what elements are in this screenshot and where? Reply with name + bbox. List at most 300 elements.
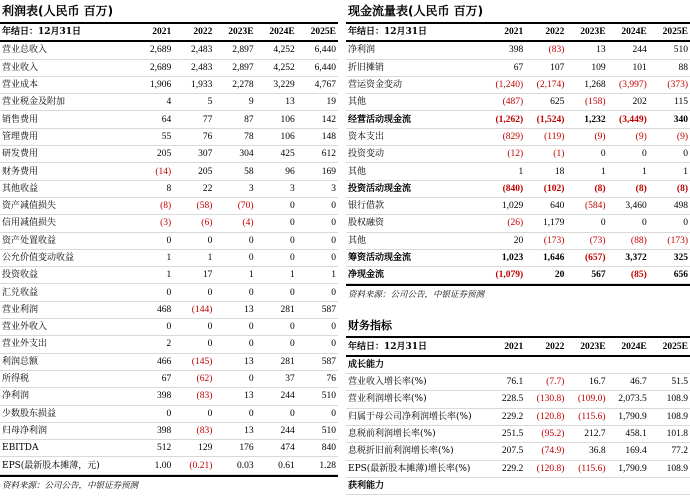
income-cell: 22 xyxy=(173,180,214,197)
income-cell: (0.21) xyxy=(173,457,214,474)
ratios-title: 财务指标 xyxy=(346,316,690,338)
income-header-cell: 年结日：12月31日 xyxy=(0,24,132,41)
income-cell: 3 xyxy=(256,180,297,197)
income-cell: 176 xyxy=(214,440,255,457)
income-row-label: 营业收入 xyxy=(0,59,132,76)
income-cell: 2,483 xyxy=(173,41,214,59)
income-cell: 13 xyxy=(256,94,297,111)
income-cell: 0 xyxy=(173,284,214,301)
ratios-row-label: 息税折旧前利润增长率(%) xyxy=(346,443,484,460)
cashflow-row xyxy=(346,111,690,128)
ratios-cell: 169.4 xyxy=(608,443,649,460)
income-cell: (8) xyxy=(132,197,173,214)
cashflow-cell: (12) xyxy=(484,146,525,163)
income-cell: 510 xyxy=(297,422,338,439)
cashflow-cell: 0 xyxy=(608,215,649,232)
income-cell: 307 xyxy=(173,146,214,163)
cashflow-row xyxy=(346,215,690,232)
cashflow-cell: 510 xyxy=(649,41,690,59)
cashflow-cell: (9) xyxy=(608,128,649,145)
cashflow-cell: (2,174) xyxy=(525,76,566,93)
income-cell: 1 xyxy=(214,267,255,284)
ratios-row-label: 营业利润增长率(%) xyxy=(346,391,484,408)
cashflow-cell: (487) xyxy=(484,94,525,111)
ratios-cell: 51.5 xyxy=(649,374,690,391)
ratios-header-cell: 2024E xyxy=(608,338,649,355)
income-cell: 17 xyxy=(173,267,214,284)
cashflow-cell: 244 xyxy=(608,41,649,59)
cashflow-cell: 1 xyxy=(566,163,607,180)
income-statement-title: 利润表(人民币 百万) xyxy=(0,0,338,24)
income-row xyxy=(0,353,338,370)
ratios-cell: 229.2 xyxy=(484,460,525,477)
cashflow-cell: (1,240) xyxy=(484,76,525,93)
income-row-label: 资产处置收益 xyxy=(0,232,132,249)
income-cell: 0 xyxy=(297,284,338,301)
income-cell: 587 xyxy=(297,301,338,318)
income-cell: (83) xyxy=(173,388,214,405)
cashflow-cell: 640 xyxy=(525,197,566,214)
income-row-label: 研发费用 xyxy=(0,146,132,163)
income-cell: 2,897 xyxy=(214,59,255,76)
ratios-row-label: EPS(最新股本摊薄)增长率(%) xyxy=(346,460,484,477)
cashflow-cell: 398 xyxy=(484,41,525,59)
cashflow-cell: (173) xyxy=(649,232,690,249)
income-cell: 474 xyxy=(256,440,297,457)
income-row xyxy=(0,457,338,474)
income-row-label: 投资收益 xyxy=(0,267,132,284)
ratios-cell: 212.7 xyxy=(566,425,607,442)
ratios-row xyxy=(346,443,690,460)
ratios-header-cell: 2025E xyxy=(649,338,690,355)
cashflow-cell: (1,524) xyxy=(525,111,566,128)
income-cell: 2,689 xyxy=(132,41,173,59)
ratios-cell: 108.9 xyxy=(649,391,690,408)
ratios-cell: (120.8) xyxy=(525,460,566,477)
income-cell: (70) xyxy=(214,197,255,214)
ratios-cell xyxy=(525,477,566,494)
cashflow-cell: (9) xyxy=(649,128,690,145)
cashflow-cell: 0 xyxy=(649,215,690,232)
cashflow-cell: (102) xyxy=(525,180,566,197)
ratios-cell: (115.6) xyxy=(566,460,607,477)
income-cell: 0 xyxy=(214,284,255,301)
income-row xyxy=(0,301,338,318)
cashflow-cell: (26) xyxy=(484,215,525,232)
income-row-label: 营业税金及附加 xyxy=(0,94,132,111)
income-cell: 0 xyxy=(132,284,173,301)
cashflow-row-label: 经营活动现金流 xyxy=(346,111,484,128)
income-cell: 0 xyxy=(132,319,173,336)
income-cell: 0 xyxy=(297,232,338,249)
ratios-header-cell: 2021 xyxy=(484,338,525,355)
income-cell: 2,278 xyxy=(214,76,255,93)
income-cell: 78 xyxy=(214,128,255,145)
income-cell: 1,933 xyxy=(173,76,214,93)
income-row-label: 所得税 xyxy=(0,370,132,387)
cashflow-header-cell: 年结日：12月31日 xyxy=(346,24,484,41)
income-cell: 0 xyxy=(297,319,338,336)
income-cell: 0 xyxy=(297,405,338,422)
income-row-label: 营业外收入 xyxy=(0,319,132,336)
cashflow-cell: 67 xyxy=(484,59,525,76)
cashflow-cell: 656 xyxy=(649,267,690,284)
income-cell: 1 xyxy=(132,267,173,284)
ratios-cell: (130.8) xyxy=(525,391,566,408)
ratios-row-label: 归属于母公司净利润增长率(%) xyxy=(346,408,484,425)
cashflow-cell: (8) xyxy=(649,180,690,197)
ratios-cell: 207.5 xyxy=(484,443,525,460)
cashflow-row-label: 其他 xyxy=(346,94,484,111)
income-row-label: 归母净利润 xyxy=(0,422,132,439)
cashflow-cell: (829) xyxy=(484,128,525,145)
cashflow-cell: (373) xyxy=(649,76,690,93)
income-header-cell: 2021 xyxy=(132,24,173,41)
income-cell: 2,483 xyxy=(173,59,214,76)
cashflow-cell: (1,262) xyxy=(484,111,525,128)
income-cell: 4 xyxy=(132,94,173,111)
income-cell: 106 xyxy=(256,128,297,145)
cashflow-cell: 109 xyxy=(566,59,607,76)
cashflow-cell: 107 xyxy=(525,59,566,76)
cashflow-cell: (584) xyxy=(566,197,607,214)
ratios-cell: 76.1 xyxy=(484,374,525,391)
income-cell: 13 xyxy=(214,353,255,370)
income-cell: 106 xyxy=(256,111,297,128)
cashflow-row xyxy=(346,94,690,111)
income-cell: 398 xyxy=(132,422,173,439)
ratios-cell: (120.8) xyxy=(525,408,566,425)
cashflow-cell: 13 xyxy=(566,41,607,59)
income-cell: 13 xyxy=(214,301,255,318)
cashflow-cell: (73) xyxy=(566,232,607,249)
income-cell: 3 xyxy=(214,180,255,197)
income-cell: 6,440 xyxy=(297,41,338,59)
income-cell: 0 xyxy=(173,405,214,422)
income-cell: 1 xyxy=(297,267,338,284)
income-cell: (58) xyxy=(173,197,214,214)
cashflow-cell: (1) xyxy=(525,146,566,163)
cashflow-row-label: 银行借款 xyxy=(346,197,484,214)
income-cell: 1.00 xyxy=(132,457,173,474)
income-cell: 244 xyxy=(256,388,297,405)
ratios-cell xyxy=(484,356,525,374)
cashflow-cell: 1,646 xyxy=(525,249,566,266)
income-cell: 1 xyxy=(256,267,297,284)
income-cell: 0 xyxy=(132,232,173,249)
income-cell: 0 xyxy=(214,336,255,353)
income-cell: (83) xyxy=(173,422,214,439)
income-cell: 0 xyxy=(256,215,297,232)
income-cell: 13 xyxy=(214,422,255,439)
income-row xyxy=(0,388,338,405)
income-header-cell: 2022 xyxy=(173,24,214,41)
income-row-label: EPS(最新股本摊薄，元) xyxy=(0,457,132,474)
ratios-cell: 108.9 xyxy=(649,460,690,477)
income-statement-panel xyxy=(0,0,338,497)
ratios-header-cell: 2023E xyxy=(566,338,607,355)
cashflow-cell: (119) xyxy=(525,128,566,145)
cashflow-cell: 325 xyxy=(649,249,690,266)
cashflow-header-row xyxy=(346,24,690,41)
cashflow-cell: 88 xyxy=(649,59,690,76)
ratios-row xyxy=(346,477,690,494)
income-cell: 0 xyxy=(173,319,214,336)
cashflow-row-label: 资本支出 xyxy=(346,128,484,145)
ratios-cell xyxy=(608,356,649,374)
ratios-cell: (95.2) xyxy=(525,425,566,442)
ratios-header-cell: 2022 xyxy=(525,338,566,355)
cashflow-cell: 1,232 xyxy=(566,111,607,128)
income-cell: 0 xyxy=(297,197,338,214)
cashflow-cell: 115 xyxy=(649,94,690,111)
cashflow-cell: (83) xyxy=(525,41,566,59)
income-cell: 1,906 xyxy=(132,76,173,93)
cashflow-cell: 625 xyxy=(525,94,566,111)
income-cell: (14) xyxy=(132,163,173,180)
cashflow-cell: 1,023 xyxy=(484,249,525,266)
income-cell: 4,252 xyxy=(256,41,297,59)
cashflow-row xyxy=(346,267,690,284)
income-cell: (144) xyxy=(173,301,214,318)
cashflow-cell: 1 xyxy=(649,163,690,180)
income-cell: 0 xyxy=(256,336,297,353)
cashflow-cell: 498 xyxy=(649,197,690,214)
income-row xyxy=(0,76,338,93)
income-row xyxy=(0,267,338,284)
income-cell: 9 xyxy=(214,94,255,111)
cashflow-cell: (657) xyxy=(566,249,607,266)
ratios-row xyxy=(346,408,690,425)
cashflow-cell: 567 xyxy=(566,267,607,284)
income-cell: 0 xyxy=(297,336,338,353)
cashflow-cell: 0 xyxy=(566,146,607,163)
ratios-cell xyxy=(608,477,649,494)
cashflow-cell: 1,179 xyxy=(525,215,566,232)
income-cell: 425 xyxy=(256,146,297,163)
income-row-label: 少数股东损益 xyxy=(0,405,132,422)
income-row xyxy=(0,41,338,59)
income-cell: 205 xyxy=(173,163,214,180)
cashflow-panel xyxy=(346,0,690,495)
income-cell: 512 xyxy=(132,440,173,457)
cashflow-cell: 0 xyxy=(608,146,649,163)
ratios-cell: 36.8 xyxy=(566,443,607,460)
cashflow-cell: 0 xyxy=(649,146,690,163)
income-cell: 0 xyxy=(297,249,338,266)
income-row xyxy=(0,370,338,387)
cashflow-cell: (840) xyxy=(484,180,525,197)
income-cell: 0 xyxy=(173,232,214,249)
income-cell: 4,252 xyxy=(256,59,297,76)
income-cell: 0 xyxy=(214,249,255,266)
income-cell: 281 xyxy=(256,353,297,370)
income-row xyxy=(0,197,338,214)
ratios-header-row xyxy=(346,338,690,355)
income-cell: 304 xyxy=(214,146,255,163)
cashflow-header-cell: 2021 xyxy=(484,24,525,41)
income-cell: 142 xyxy=(297,111,338,128)
income-row-label: 财务费用 xyxy=(0,163,132,180)
cashflow-cell: 1,268 xyxy=(566,76,607,93)
cashflow-row xyxy=(346,146,690,163)
income-cell: 0 xyxy=(214,405,255,422)
income-cell: 0 xyxy=(256,232,297,249)
income-header-cell: 2023E xyxy=(214,24,255,41)
cashflow-row-label: 营运资金变动 xyxy=(346,76,484,93)
income-cell: 8 xyxy=(132,180,173,197)
cashflow-cell: 3,372 xyxy=(608,249,649,266)
ratios-cell: (74.9) xyxy=(525,443,566,460)
cashflow-cell: (158) xyxy=(566,94,607,111)
income-header-cell: 2025E xyxy=(297,24,338,41)
income-cell: 3,229 xyxy=(256,76,297,93)
ratios-row xyxy=(346,460,690,477)
cashflow-cell: 1,029 xyxy=(484,197,525,214)
ratios-cell: 1,790.9 xyxy=(608,408,649,425)
income-row xyxy=(0,180,338,197)
ratios-cell: 1,790.9 xyxy=(608,460,649,477)
income-cell: 76 xyxy=(173,128,214,145)
cashflow-cell: (8) xyxy=(608,180,649,197)
income-cell: 2,897 xyxy=(214,41,255,59)
income-header-cell: 2024E xyxy=(256,24,297,41)
income-source-note: 资料来源：公司公告，中银证券预测 xyxy=(0,475,338,497)
ratios-cell: 101.8 xyxy=(649,425,690,442)
income-cell: 58 xyxy=(214,163,255,180)
cashflow-row-label: 净利润 xyxy=(346,41,484,59)
cashflow-header-cell: 2025E xyxy=(649,24,690,41)
ratios-cell: 2,073.5 xyxy=(608,391,649,408)
ratios-table xyxy=(346,338,690,495)
cashflow-cell: 3,460 xyxy=(608,197,649,214)
cashflow-row xyxy=(346,128,690,145)
ratios-cell xyxy=(649,477,690,494)
ratios-cell: 16.7 xyxy=(566,374,607,391)
cashflow-cell: 202 xyxy=(608,94,649,111)
income-cell: 6,440 xyxy=(297,59,338,76)
ratios-cell: 229.2 xyxy=(484,408,525,425)
ratios-cell: 108.9 xyxy=(649,408,690,425)
income-cell: (4) xyxy=(214,215,255,232)
income-cell: 0 xyxy=(214,232,255,249)
cashflow-cell: 0 xyxy=(566,215,607,232)
ratios-cell: (7.7) xyxy=(525,374,566,391)
income-cell: 2,689 xyxy=(132,59,173,76)
ratios-row xyxy=(346,356,690,374)
income-cell: (145) xyxy=(173,353,214,370)
income-cell: (62) xyxy=(173,370,214,387)
cashflow-table xyxy=(346,24,690,284)
cashflow-cell: 1 xyxy=(484,163,525,180)
ratios-row-label: 营业收入增长率(%) xyxy=(346,374,484,391)
income-cell: 55 xyxy=(132,128,173,145)
cashflow-cell: (1,079) xyxy=(484,267,525,284)
income-cell: 0 xyxy=(256,249,297,266)
ratios-cell xyxy=(566,356,607,374)
income-cell: 1 xyxy=(173,249,214,266)
income-cell: 398 xyxy=(132,388,173,405)
income-row xyxy=(0,336,338,353)
ratios-row xyxy=(346,425,690,442)
ratios-cell: (115.6) xyxy=(566,408,607,425)
income-row xyxy=(0,59,338,76)
cashflow-cell: 20 xyxy=(525,267,566,284)
income-cell: 0 xyxy=(132,405,173,422)
income-cell: 0 xyxy=(214,370,255,387)
ratios-row xyxy=(346,391,690,408)
income-row-label: 其他收益 xyxy=(0,180,132,197)
income-cell: 281 xyxy=(256,301,297,318)
income-cell: 1 xyxy=(132,249,173,266)
cashflow-row-label: 投资变动 xyxy=(346,146,484,163)
ratios-header-cell: 年结日：12月31日 xyxy=(346,338,484,355)
income-row-label: EBITDA xyxy=(0,440,132,457)
income-row xyxy=(0,146,338,163)
income-cell: 77 xyxy=(173,111,214,128)
cashflow-cell: (3,449) xyxy=(608,111,649,128)
income-row-label: 营业外支出 xyxy=(0,336,132,353)
ratios-cell xyxy=(525,356,566,374)
cashflow-cell: 101 xyxy=(608,59,649,76)
income-cell: 466 xyxy=(132,353,173,370)
income-cell: 96 xyxy=(256,163,297,180)
income-row xyxy=(0,405,338,422)
cashflow-row-label: 其他 xyxy=(346,232,484,249)
income-cell: 0 xyxy=(256,319,297,336)
income-header-row xyxy=(0,24,338,41)
cashflow-row-label: 筹资活动现金流 xyxy=(346,249,484,266)
income-cell: 205 xyxy=(132,146,173,163)
cashflow-row xyxy=(346,249,690,266)
cashflow-cell: 18 xyxy=(525,163,566,180)
income-cell: 37 xyxy=(256,370,297,387)
income-cell: 5 xyxy=(173,94,214,111)
cashflow-row xyxy=(346,76,690,93)
cashflow-row xyxy=(346,41,690,59)
income-row-label: 利润总额 xyxy=(0,353,132,370)
ratios-cell: 458.1 xyxy=(608,425,649,442)
cashflow-row-label: 股权融资 xyxy=(346,215,484,232)
ratios-cell: 228.5 xyxy=(484,391,525,408)
income-cell: 0 xyxy=(256,197,297,214)
income-cell: 0 xyxy=(297,215,338,232)
cashflow-cell: (173) xyxy=(525,232,566,249)
income-cell: 0 xyxy=(256,284,297,301)
income-cell: 244 xyxy=(256,422,297,439)
cashflow-row xyxy=(346,163,690,180)
cashflow-cell: (8) xyxy=(566,180,607,197)
cashflow-row xyxy=(346,180,690,197)
ratios-cell: 251.5 xyxy=(484,425,525,442)
income-cell: (6) xyxy=(173,215,214,232)
income-row xyxy=(0,128,338,145)
income-cell: 169 xyxy=(297,163,338,180)
income-row-label: 营业总收入 xyxy=(0,41,132,59)
ratios-row-label: 成长能力 xyxy=(346,356,484,374)
income-row xyxy=(0,284,338,301)
income-cell: 0 xyxy=(173,336,214,353)
income-row xyxy=(0,422,338,439)
cashflow-cell: 340 xyxy=(649,111,690,128)
income-row-label: 信用减值损失 xyxy=(0,215,132,232)
cashflow-cell: (85) xyxy=(608,267,649,284)
income-cell: 2 xyxy=(132,336,173,353)
ratios-row-label: 息税前利润增长率(%) xyxy=(346,425,484,442)
ratios-cell: (109.0) xyxy=(566,391,607,408)
income-row-label: 销售费用 xyxy=(0,111,132,128)
cashflow-row-label: 投资活动现金流 xyxy=(346,180,484,197)
